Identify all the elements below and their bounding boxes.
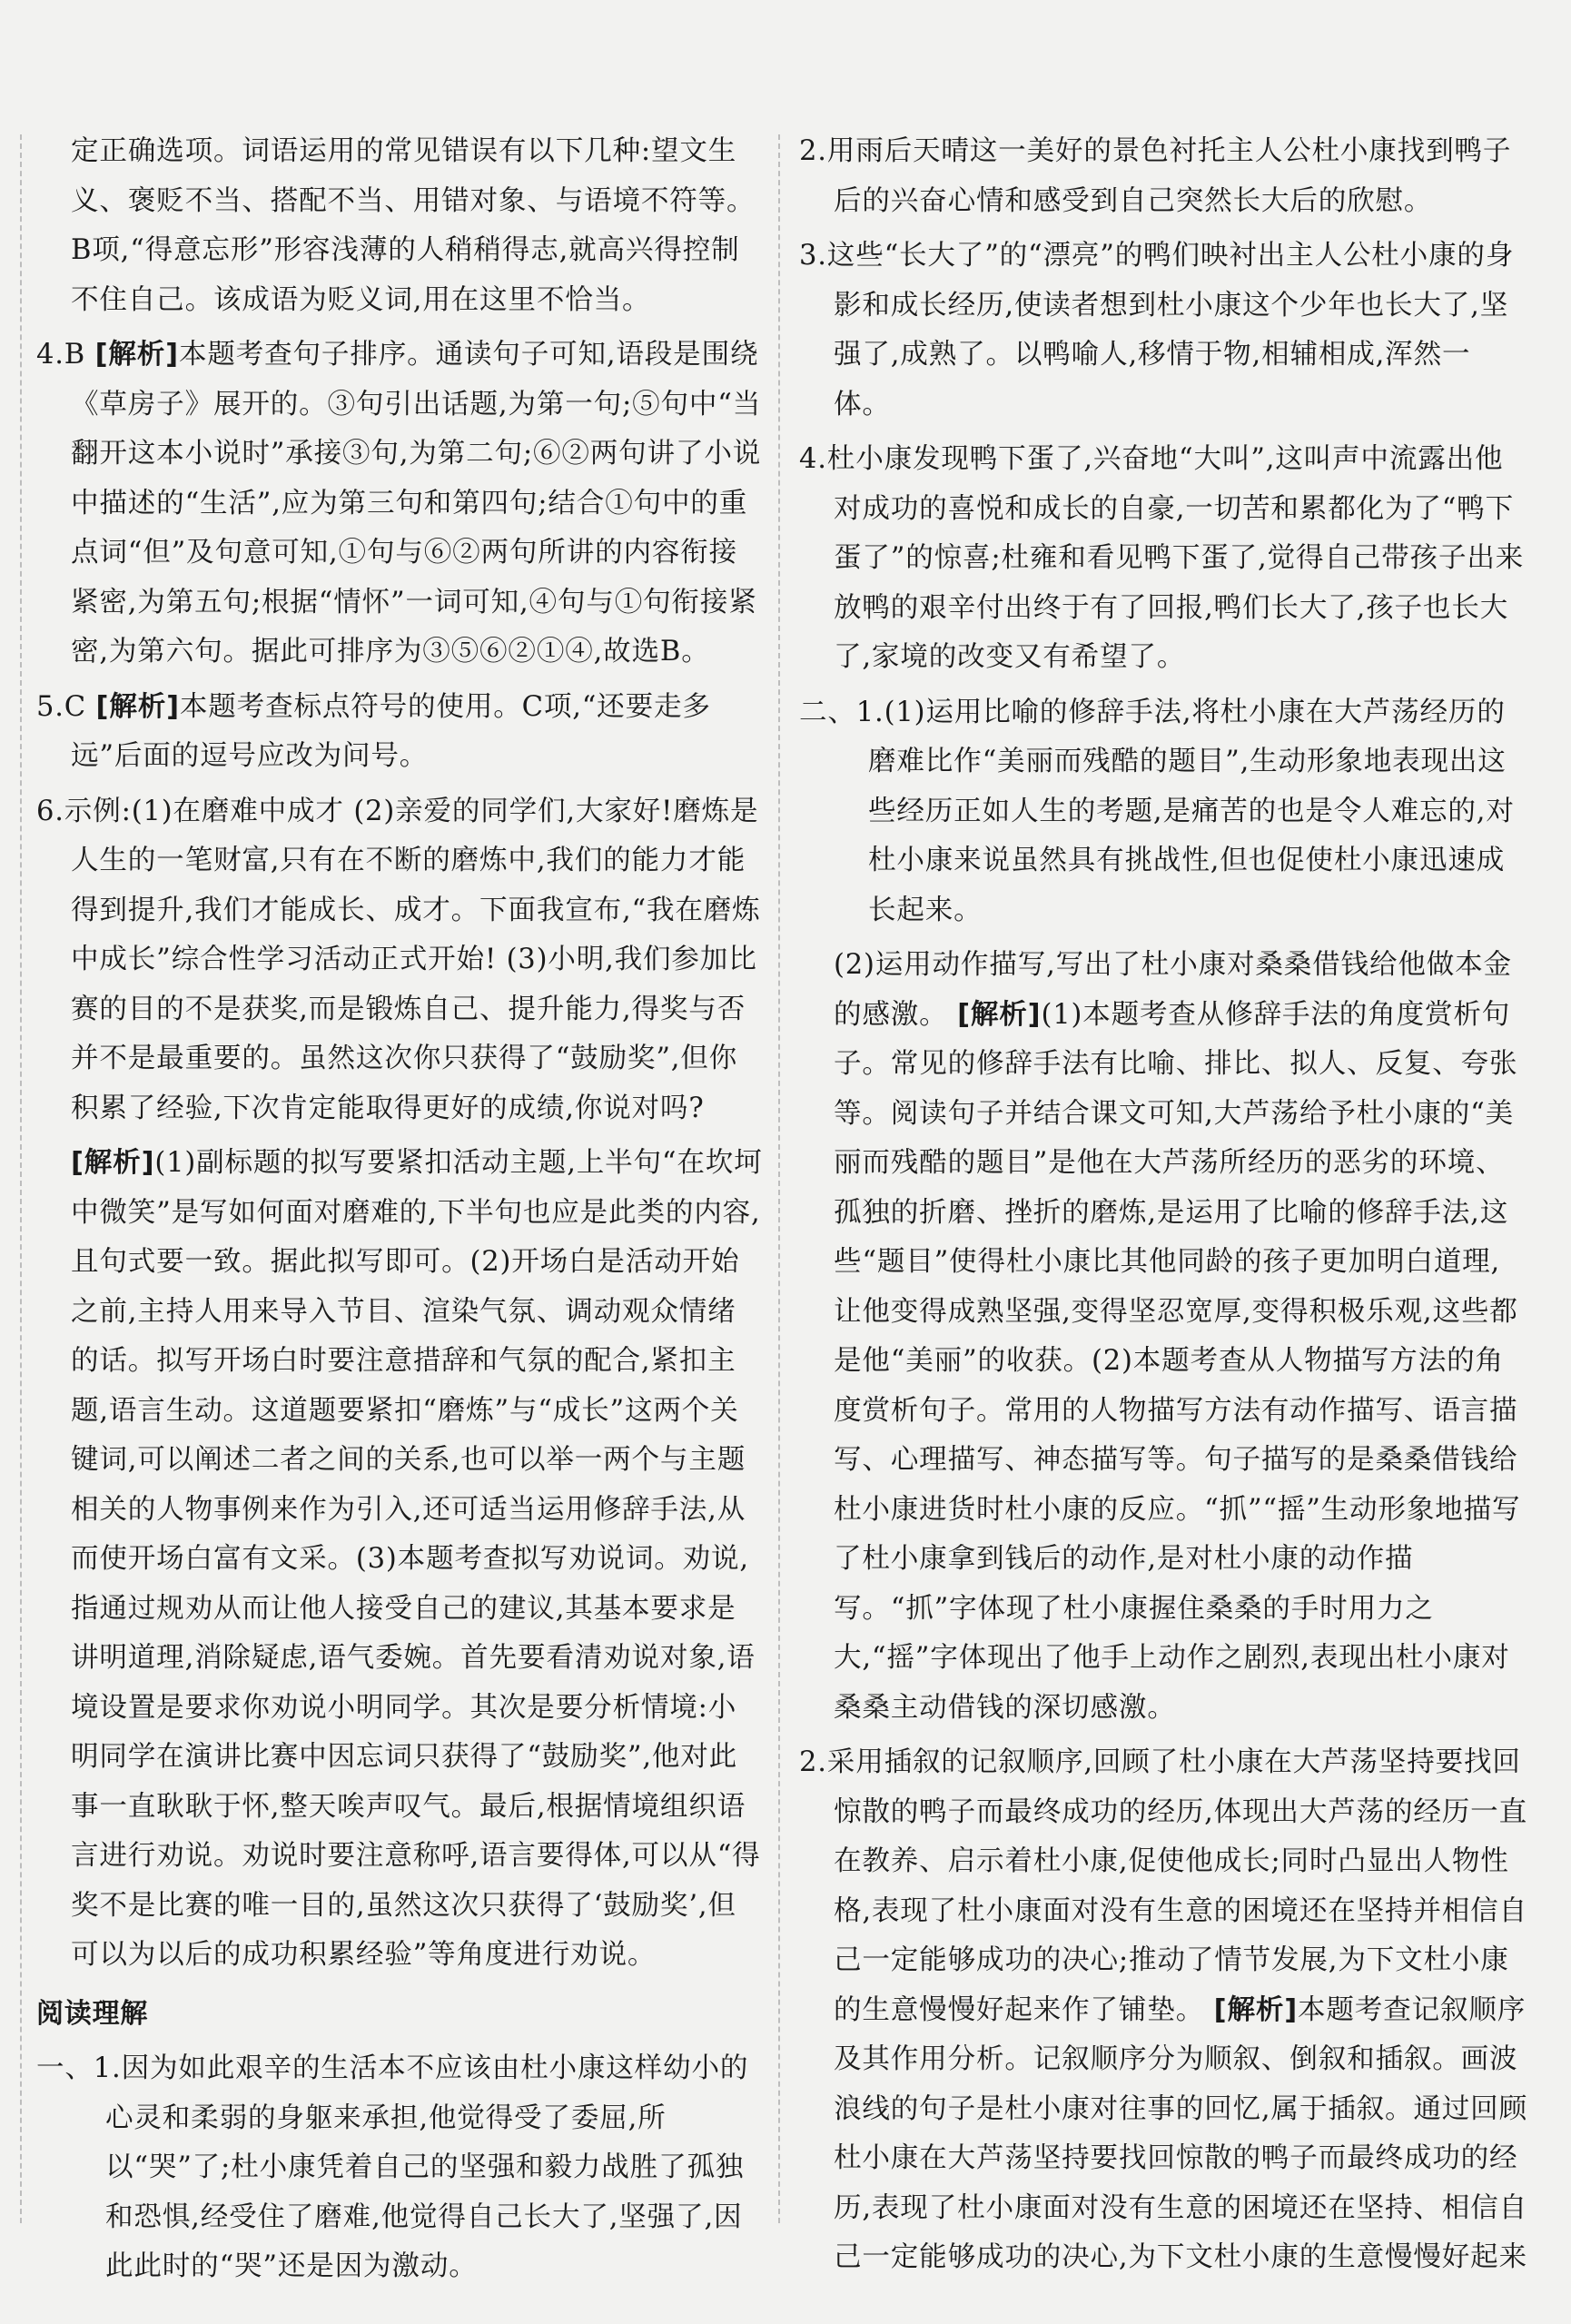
- reading-answer-1-3: [799, 232, 1527, 430]
- item-number: 4.B: [36, 339, 86, 371]
- analysis-text: 本题考查记叙顺序及其作用分析。记叙顺序分为顺叙、倒叙和插叙。画波浪线的句子是杜小康对往事的回忆,属于插叙。通过回顾杜小康在大芦荡坚持要找回惊散的鸭子而最终成功的经历,表现了杜小康面对没有生意的困境还在坚持、相信自己一定能够成功的决心,为下文杜小康的生意慢慢好起来: [834, 1993, 1527, 2273]
- item-text: (2)运用动作描写,写出了杜小康对桑桑借钱给他做本金的感激。: [834, 949, 1512, 1031]
- answer-item-5: [36, 683, 763, 782]
- reading-answer-1-1: [36, 2044, 763, 2292]
- reading-answer-2-1: [799, 688, 1527, 936]
- item-number: 4.: [799, 443, 827, 475]
- item-text: 这些“长大了”的“漂亮”的鸭们映衬出主人公杜小康的身影和成长经历,使读者想到杜小康这个少年也长大了,坚强了,成熟了。以鸭喻人,移情于物,相辅相成,浑然一体。: [826, 240, 1515, 420]
- analysis-tag: [解析]: [94, 339, 179, 371]
- column-divider: [778, 134, 780, 2223]
- item-number: 2.: [799, 1746, 827, 1778]
- analysis-tag: [解析]: [95, 690, 180, 723]
- section-title: 阅读理解: [36, 1997, 149, 2030]
- item-text: 杜小康发现鸭下蛋了,兴奋地“大叫”,这叫声中流露出他对成功的喜悦和成长的自豪,一切苦和累都化为了“鸭下蛋了”的惊喜;杜雍和看见鸭下蛋了,觉得自己带孩子出来放鸭的艰辛付出终于有了回报,鸭们长大了,孩子也长大了,家境的改变又有希望了。: [826, 443, 1525, 673]
- right-column: [799, 127, 1527, 2289]
- continuation-paragraph: 定正确选项。词语运用的常见错误有以下几种:望文生义、褒贬不当、搭配不当、用错对象、与语境不符等。B项,“得意忘形”形容浅薄的人稍稍得志,就高兴得控制不住自己。该成语为贬义词,用在这里不恰当。: [71, 135, 756, 316]
- item-number: 二、1.: [799, 696, 884, 728]
- item-number: 3.: [799, 240, 827, 272]
- item-number: 5.C: [36, 690, 86, 723]
- answer-item-6-analysis: [71, 1139, 763, 1981]
- answer-item-6: [36, 787, 763, 1134]
- left-column: [36, 127, 763, 2298]
- item-number: 一、1.: [36, 2052, 122, 2084]
- reading-answer-1-4: [799, 435, 1527, 683]
- reading-answer-1-2: [799, 127, 1527, 226]
- item-text: 采用插叙的记叙顺序,回顾了杜小康在大芦荡坚持要找回惊散的鸭子而最终成功的经历,体现出大芦荡的经历一直在教养、启示着杜小康,促使他成长;同时凸显出人物性格,表现了杜小康面对没有生意的困境还在坚持并相信自己一定能够成功的决心;推动了情节发展,为下文杜小康的生意慢慢好起来作了铺垫。: [826, 1746, 1527, 2026]
- item-text: (1)运用比喻的修辞手法,将杜小康在大芦荡经历的磨难比作“美丽而残酷的题目”,生动形象地表现出这些经历正如人生的考题,是痛苦的也是令人难忘的,对杜小康来说虽然具有挑战性,但也促使杜小康迅速成长起来。: [868, 696, 1515, 926]
- item-text: 示例:(1)在磨难中成才 (2)亲爱的同学们,大家好!磨炼是人生的一笔财富,只有在不断的磨炼中,我们的能力才能得到提升,我们才能成长、成才。下面我宣布,“我在磨炼中成长”综合性学习活动正式开始! (3)小明,我们参加比赛的目的不是获奖,而是锻炼自己、提升能力,得奖与否并不是最重要的。虽然这次你只获得了“鼓励奖”,但你积累了经验,下次肯定能取得更好的成绩,你说对吗?: [64, 795, 761, 1124]
- analysis-text: (1)本题考查从修辞手法的角度赏析句子。常见的修辞手法有比喻、排比、拟人、反复、夸张等。阅读句子并结合课文可知,大芦荡给予杜小康的“美丽而残酷的题目”是他在大芦荡所经历的恶劣的环境、孤独的折磨、挫折的磨炼,是运用了比喻的修辞手法,这些“题目”使得杜小康比其他同龄的孩子更加明白道理,让他变得成熟坚强,变得坚忍宽厚,变得积极乐观,这些都是他“美丽”的收获。(2)本题考查从人物描写方法的角度赏析句子。常用的人物描写方法有动作描写、语言描写、心理描写、神态描写等。句子描写的是桑桑借钱给杜小康进货时杜小康的反应。“抓”“摇”生动形象地描写了杜小康拿到钱后的动作,是对杜小康的动作描写。“抓”字体现了杜小康握住桑桑的手时用力之大,“摇”字体现出了他手上动作之剧烈,表现出杜小康对桑桑主动借钱的深切感激。: [834, 998, 1521, 1724]
- analysis-tag: [解析]: [71, 1147, 155, 1179]
- item-number: 2.: [799, 135, 827, 167]
- item-text: 本题考查句子排序。通读句子可知,语段是围绕《草房子》展开的。③句引出话题,为第一句;⑤句中“当翻开这本小说时”承接③句,为第二句;⑥②两句讲了小说中描述的“生活”,应为第三句和第四句;结合①句中的重点词“但”及句意可知,①句与⑥②两句所讲的内容衔接紧密,为第五句;根据“情怀”一词可知,④句与①句衔接紧密,为第六句。据此可排序为③⑤⑥②①④,故选B。: [71, 339, 762, 668]
- item-text: 因为如此艰辛的生活本不应该由杜小康这样幼小的心灵和柔弱的身躯来承担,他觉得受了委屈,所以“哭”了;杜小康凭着自己的坚强和毅力战胜了孤独和恐惧,经受住了磨难,他觉得自己长大了,坚强了,因此此时的“哭”还是因为激动。: [105, 2052, 749, 2282]
- analysis-tag: [解析]: [957, 998, 1042, 1031]
- analysis-text: (1)副标题的拟写要紧扣活动主题,上半句“在坎坷中微笑”是写如何面对磨难的,下半句也应是此类的内容,且句式要一致。据此拟写即可。(2)开场白是活动开始之前,主持人用来导入节目、渲染气氛、调动观众情绪的话。拟写开场白时要注意措辞和气氛的配合,紧扣主题,语言生动。这道题要紧扣“磨炼”与“成长”这两个关键词,可以阐述二者之间的关系,也可以举一两个与主题相关的人物事例来作为引入,还可适当运用修辞手法,从而使开场白富有文采。(3)本题考查拟写劝说词。劝说,指通过规劝从而让他人接受自己的建议,其基本要求是讲明道理,消除疑虑,语气委婉。首先要看清劝说对象,语境设置是要求你劝说小明同学。其次是要分析情境:小明同学在演讲比赛中因忘词只获得了“鼓励奖”,他对此事一直耿耿于怀,整天唉声叹气。最后,根据情境组织语言进行劝说。劝说时要注意称呼,语言要得体,可以从“得奖不是比赛的唯一目的,虽然这次只获得了‘鼓励奖’,但可以为以后的成功积累经验”等角度进行劝说。: [71, 1147, 763, 1971]
- left-margin-divider: [20, 134, 22, 2223]
- item-text: 用雨后天晴这一美好的景色衬托主人公杜小康找到鸭子后的兴奋心情和感受到自己突然长大后的欣慰。: [826, 135, 1512, 217]
- reading-answer-2-2: [799, 1738, 1527, 2283]
- analysis-tag: [解析]: [1213, 1993, 1299, 2026]
- answer-item-4: [36, 331, 763, 677]
- item-text: 本题考查标点符号的使用。C项,“还要走多远”后面的逗号应改为问号。: [71, 690, 711, 772]
- reading-answer-2-1-part2: [834, 941, 1527, 1733]
- item-number: 6.: [36, 795, 64, 827]
